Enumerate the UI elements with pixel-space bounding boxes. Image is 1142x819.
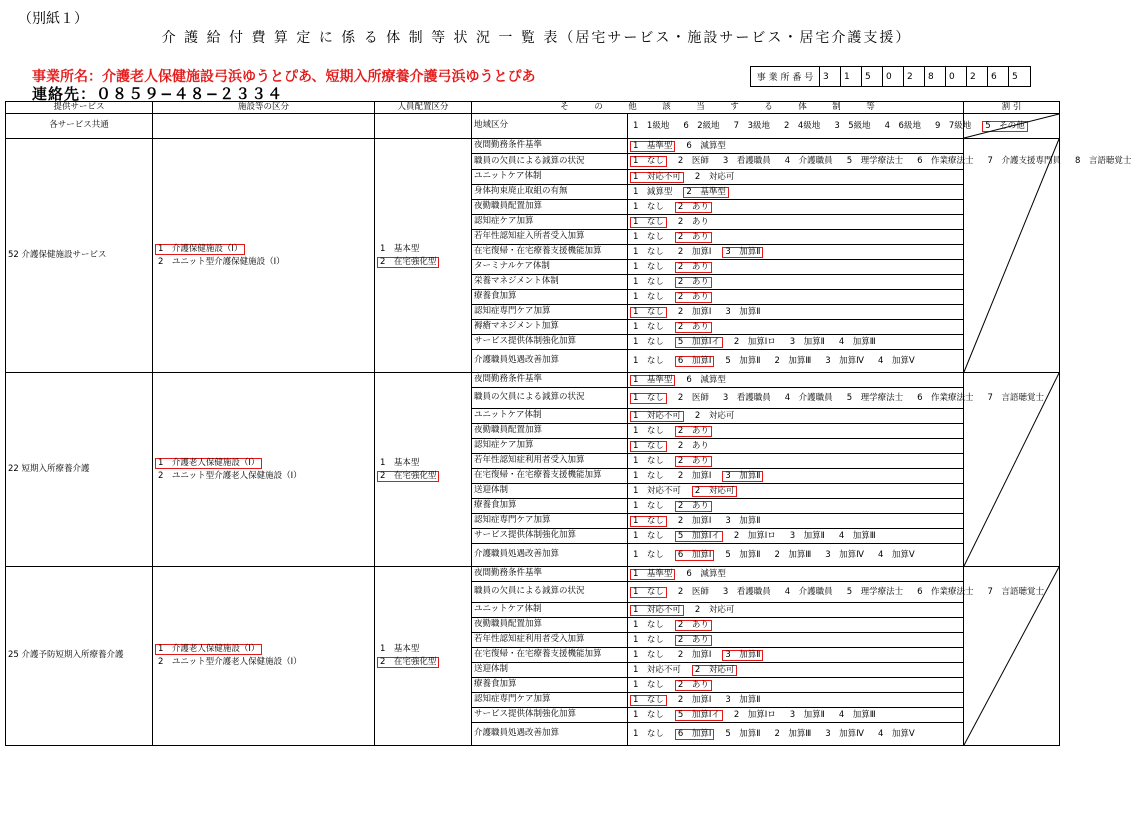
- option: 3 看護職員: [722, 586, 771, 597]
- office-number-digit: 3: [820, 67, 841, 86]
- table-row: [6, 139, 1060, 154]
- item-options: [628, 618, 964, 633]
- option: 4 加算Ⅲ: [838, 530, 876, 541]
- option: 5 理学療法士: [846, 156, 904, 166]
- facility-class: [153, 373, 375, 567]
- item-label: サービス提供体制強化加算: [472, 708, 628, 723]
- option: 1 なし: [633, 276, 664, 287]
- facility-class: [153, 567, 375, 746]
- option: 1 対応不可: [633, 664, 681, 675]
- option: 6 作業療法士: [917, 392, 974, 403]
- option: 5 理学療法士: [846, 392, 904, 403]
- option: 2 加算Ⅰロ: [733, 336, 776, 347]
- option: 1 なし: [633, 619, 664, 630]
- office-number-digit: 6: [988, 67, 1009, 86]
- option: 2 あり: [677, 216, 709, 227]
- selected-option: 1 基準型: [630, 375, 675, 386]
- item-options: [628, 454, 964, 469]
- option: 3 加算Ⅳ: [825, 728, 864, 739]
- item-label: 療養食加算: [472, 678, 628, 693]
- item-options: [628, 260, 964, 275]
- item-options: [628, 170, 964, 185]
- option: 5 加算Ⅱ: [725, 355, 761, 366]
- option: 2 加算Ⅰロ: [733, 709, 776, 720]
- option: 1 なし: [633, 470, 664, 481]
- option: 2 加算Ⅰ: [677, 694, 712, 705]
- table-body: [6, 114, 1132, 746]
- item-label: 在宅復帰・在宅療養支援機能加算: [472, 245, 628, 260]
- empty-cell: [375, 114, 472, 139]
- option: 1 なし: [633, 549, 664, 560]
- selected-option: 2 対応可: [692, 665, 737, 676]
- option: 2 加算Ⅰ: [677, 306, 712, 317]
- item-label: 認知症専門ケア加算: [472, 514, 628, 529]
- header-service: 提供サービス: [6, 102, 153, 114]
- option: 6 減算型: [686, 374, 726, 385]
- option: 1 なし: [633, 500, 664, 511]
- selected-option: 5 加算Ⅰイ: [675, 531, 723, 542]
- item-label: 職員の欠員による減算の状況: [472, 388, 628, 409]
- office-number-digit: 0: [883, 67, 904, 86]
- item-options: [628, 230, 964, 245]
- office-number-label: 事 業 所 番 号: [751, 67, 820, 86]
- option: 5 加算Ⅱ: [725, 549, 761, 560]
- option: 2 加算Ⅲ: [774, 355, 812, 366]
- option: 1 なし: [633, 425, 664, 436]
- option: 1 1級地: [633, 120, 670, 131]
- item-label: ユニットケア体制: [472, 170, 628, 185]
- staff-option: 1 基本型: [380, 457, 420, 468]
- option: 6 2級地: [683, 120, 720, 131]
- option: 4 6級地: [884, 120, 921, 131]
- item-options: [628, 529, 964, 544]
- selected-option: 2 あり: [675, 635, 712, 646]
- item-label: 職員の欠員による減算の状況: [472, 582, 628, 603]
- item-options: [628, 663, 964, 678]
- common-options: [628, 114, 1025, 139]
- selected-option: 2 あり: [675, 322, 712, 333]
- selected-option: 1 なし: [630, 156, 667, 167]
- item-label: サービス提供体制強化加算: [472, 335, 628, 350]
- item-label: 夜勤職員配置加算: [472, 618, 628, 633]
- item-options: [628, 320, 964, 335]
- option: 1 なし: [633, 728, 664, 739]
- item-options: [628, 567, 964, 582]
- selected-option: 3 加算Ⅱ: [722, 650, 763, 661]
- item-label: 認知症ケア加算: [472, 439, 628, 454]
- option: 2 医師: [677, 392, 709, 403]
- page-title: 介 護 給 付 費 算 定 に 係 る 体 制 等 状 況 一 覧 表（居宅サービス・施設サービス・居宅介護支援）: [161, 30, 912, 46]
- staff-option: 2 在宅強化型: [377, 471, 439, 482]
- item-options: [628, 603, 964, 618]
- selected-option: 2 対応可: [692, 486, 737, 497]
- item-options: [628, 484, 964, 499]
- selected-option: 2 あり: [675, 426, 712, 437]
- option: 3 加算Ⅱ: [725, 306, 761, 317]
- header-staff: 人員配置区分: [375, 102, 472, 114]
- item-options: [628, 499, 964, 514]
- item-label: 送迎体制: [472, 484, 628, 499]
- selected-option: 5 加算Ⅰイ: [675, 337, 723, 348]
- option: 2 加算Ⅰ: [677, 515, 712, 526]
- office-number-digit: 8: [925, 67, 946, 86]
- option: 4 加算Ⅴ: [877, 728, 915, 739]
- item-options: [628, 139, 964, 154]
- item-label: 若年性認知症入所者受入加算: [472, 230, 628, 245]
- option: 9 7級地: [934, 120, 972, 131]
- option: 2 あり: [677, 440, 709, 451]
- diagonal-slash: [964, 114, 1059, 138]
- status-table: [5, 101, 1132, 746]
- option: 4 加算Ⅴ: [877, 355, 915, 366]
- option: 1 なし: [633, 355, 664, 366]
- item-options: [628, 335, 964, 350]
- discount-cell: [964, 567, 1060, 746]
- option: 1 なし: [633, 231, 664, 242]
- item-label: 送迎体制: [472, 663, 628, 678]
- item-label: 夜間勤務条件基準: [472, 567, 628, 582]
- item-label: 在宅復帰・在宅療養支援機能加算: [472, 648, 628, 663]
- option: 3 加算Ⅱ: [725, 694, 761, 705]
- selected-option: 2 あり: [675, 262, 712, 273]
- item-label: 若年性認知症利用者受入加算: [472, 454, 628, 469]
- item-options: [628, 185, 964, 200]
- staff-class: [375, 373, 472, 567]
- option: 4 介護職員: [784, 392, 833, 403]
- selected-option: 6 加算Ⅰ: [675, 550, 714, 561]
- option: 3 加算Ⅱ: [725, 515, 761, 526]
- selected-option: 2 あり: [675, 202, 712, 213]
- selected-option: 5 その他: [982, 121, 1027, 132]
- option: 2 医師: [677, 156, 709, 166]
- staff-option: 2 在宅強化型: [377, 657, 439, 668]
- office-number-digit: 1: [841, 67, 862, 86]
- option: 6 減算型: [686, 568, 726, 579]
- empty-cell: [153, 114, 375, 139]
- selected-option: 1 なし: [630, 441, 667, 452]
- selected-option: 5 加算Ⅰイ: [675, 710, 723, 721]
- item-label: 夜間勤務条件基準: [472, 139, 628, 154]
- option: 2 加算Ⅲ: [774, 728, 812, 739]
- service-code: 22: [8, 463, 19, 474]
- option: 1 なし: [633, 321, 664, 332]
- option: 1 減算型: [633, 186, 673, 197]
- selected-option: 2 あり: [675, 232, 712, 243]
- option: 3 加算Ⅳ: [825, 549, 864, 560]
- header-discount: 割 引: [964, 102, 1060, 114]
- common-service: 各サービス共通: [6, 114, 153, 139]
- item-options: [628, 305, 964, 320]
- annex-label: （別紙１）: [18, 11, 88, 27]
- item-options: [628, 723, 964, 746]
- item-label: 栄養マネジメント体制: [472, 275, 628, 290]
- selected-option: 1 対応不可: [630, 172, 684, 183]
- option: 2 加算Ⅲ: [774, 549, 812, 560]
- item-options: [628, 693, 964, 708]
- item-options: [628, 582, 1044, 603]
- table-row: [6, 114, 1060, 139]
- item-options: [628, 388, 1044, 409]
- option: 1 対応不可: [633, 485, 681, 496]
- option: 7 言語聴覚士: [987, 586, 1044, 597]
- option: 1 なし: [633, 261, 664, 272]
- option: 7 介護支援専門員: [987, 156, 1061, 166]
- item-options: [628, 154, 1132, 170]
- option: 4 加算Ⅴ: [877, 549, 915, 560]
- selected-option: 1 なし: [630, 217, 667, 228]
- staff-option: 1 基本型: [380, 644, 420, 654]
- item-label: 若年性認知症利用者受入加算: [472, 633, 628, 648]
- header-facility: 施設等の区分: [153, 102, 375, 114]
- item-options: [628, 469, 964, 484]
- item-options: [628, 245, 964, 260]
- selected-option: 2 あり: [675, 456, 712, 467]
- option: 5 加算Ⅱ: [725, 728, 761, 739]
- selected-option: 6 加算Ⅰ: [675, 729, 714, 740]
- selected-option: 2 あり: [675, 680, 712, 691]
- option: 8 言語聴覚士: [1074, 156, 1132, 166]
- item-options: [628, 633, 964, 648]
- option: 3 看護職員: [722, 156, 771, 166]
- facility-option: 2 ユニット型介護老人保健施設（Ⅰ）: [158, 470, 302, 481]
- item-label: 療養食加算: [472, 499, 628, 514]
- selected-option: 1 対応不可: [630, 411, 684, 422]
- service-label: 短期入所療養介護: [21, 463, 90, 474]
- selected-option: 2 あり: [675, 501, 712, 512]
- option: 7 3級地: [733, 120, 770, 131]
- discount-cell: [964, 139, 1060, 373]
- item-label: 夜勤職員配置加算: [472, 200, 628, 215]
- selected-option: 1 なし: [630, 307, 667, 318]
- selected-option: 2 基準型: [683, 187, 728, 198]
- facility-option: 2 ユニット型介護老人保健施設（Ⅰ）: [158, 657, 302, 667]
- selected-option: 1 なし: [630, 516, 667, 527]
- diagonal-slash: [964, 373, 1059, 566]
- diagonal-slash: [964, 139, 1059, 372]
- staff-option: 1 基本型: [380, 243, 420, 254]
- staff-class: [375, 139, 472, 373]
- item-label: 職員の欠員による減算の状況: [472, 154, 628, 170]
- selected-option: 1 なし: [630, 587, 667, 598]
- option: 4 加算Ⅲ: [838, 336, 876, 347]
- service-name: [6, 139, 153, 373]
- option: 1 なし: [633, 336, 664, 347]
- item-options: [628, 290, 964, 305]
- item-label: 認知症専門ケア加算: [472, 305, 628, 320]
- item-options: [628, 350, 964, 373]
- option: 2 加算Ⅰ: [677, 246, 712, 257]
- option: 1 なし: [633, 709, 664, 720]
- selected-option: 1 対応不可: [630, 605, 684, 616]
- item-options: [628, 200, 964, 215]
- item-options: [628, 544, 964, 567]
- diagonal-slash: [964, 567, 1059, 745]
- item-label: 夜勤職員配置加算: [472, 424, 628, 439]
- facility-option: 2 ユニット型介護保健施設（Ⅰ）: [158, 256, 285, 267]
- option: 2 加算Ⅰ: [677, 470, 712, 481]
- option: 1 なし: [633, 246, 664, 257]
- contact-phone: 連絡先：０８５９−４８−２３３４: [32, 85, 284, 103]
- item-label: 介護職員処遇改善加算: [472, 544, 628, 567]
- item-options: [628, 708, 964, 723]
- item-options: [628, 215, 964, 230]
- option: 6 作業療法士: [917, 586, 974, 597]
- option: 3 加算Ⅱ: [789, 336, 825, 347]
- option: 4 介護職員: [784, 156, 833, 166]
- facility-class: [153, 139, 375, 373]
- office-number-digit: 0: [946, 67, 967, 86]
- option: 2 対応可: [694, 604, 735, 615]
- staff-class: [375, 567, 472, 746]
- service-code: 25: [8, 650, 19, 661]
- office-number-digit: 2: [967, 67, 988, 86]
- option: 3 看護職員: [722, 392, 771, 403]
- item-label: ターミナルケア体制: [472, 260, 628, 275]
- service-label: 介護保健施設サービス: [21, 249, 107, 260]
- item-label: ユニットケア体制: [472, 603, 628, 618]
- table-row: [6, 567, 1060, 582]
- item-label: 在宅復帰・在宅療養支援機能加算: [472, 469, 628, 484]
- service-code: 52: [8, 249, 19, 260]
- item-label: 療養食加算: [472, 290, 628, 305]
- option: 2 対応可: [694, 171, 735, 182]
- item-options: [628, 678, 964, 693]
- option: 5 理学療法士: [846, 586, 904, 597]
- item-label: 褥瘡マネジメント加算: [472, 320, 628, 335]
- option: 1 なし: [633, 649, 664, 660]
- option: 3 加算Ⅱ: [789, 530, 825, 541]
- common-item: 地域区分: [472, 114, 628, 139]
- staff-option: 2 在宅強化型: [377, 257, 439, 268]
- item-options: [628, 275, 964, 290]
- selected-option: 1 基準型: [630, 141, 675, 152]
- option: 1 なし: [633, 530, 664, 541]
- item-label: 夜間勤務条件基準: [472, 373, 628, 388]
- option: 4 介護職員: [784, 586, 833, 597]
- item-options: [628, 439, 964, 454]
- item-label: 認知症ケア加算: [472, 215, 628, 230]
- selected-option: 2 あり: [675, 620, 712, 631]
- option: 1 なし: [633, 291, 664, 302]
- office-name: 事業所名：介護老人保健施設弓浜ゆうとぴあ、短期入所療養介護弓浜ゆうとぴあ: [32, 69, 536, 85]
- discount-cell: [964, 373, 1060, 567]
- option: 6 作業療法士: [917, 156, 974, 166]
- item-options: [628, 373, 964, 388]
- service-label: 介護予防短期入所療養介護: [21, 650, 124, 661]
- selected-option: 1 基準型: [630, 569, 675, 580]
- office-number-box: [750, 66, 1031, 87]
- item-options: [628, 648, 964, 663]
- option: 3 5級地: [834, 120, 871, 131]
- option: 6 減算型: [686, 140, 726, 151]
- option: 7 言語聴覚士: [987, 392, 1044, 403]
- item-options: [628, 409, 964, 424]
- item-options: [628, 424, 964, 439]
- option: 2 4級地: [783, 120, 821, 131]
- facility-option: 1 介護老人保健施設（Ⅰ）: [155, 458, 262, 469]
- discount-cell: [964, 114, 1060, 139]
- item-label: ユニットケア体制: [472, 409, 628, 424]
- option: 1 なし: [633, 634, 664, 645]
- item-label: 認知症専門ケア加算: [472, 693, 628, 708]
- option: 1 なし: [633, 679, 664, 690]
- item-label: 身体拘束廃止取組の有無: [472, 185, 628, 200]
- option: 3 加算Ⅳ: [825, 355, 864, 366]
- office-number-digit: 2: [904, 67, 925, 86]
- selected-option: 3 加算Ⅱ: [722, 247, 763, 258]
- item-label: 介護職員処遇改善加算: [472, 350, 628, 373]
- option: 2 医師: [677, 586, 709, 597]
- option: 3 加算Ⅱ: [789, 709, 825, 720]
- selected-option: 2 あり: [675, 277, 712, 288]
- item-label: 介護職員処遇改善加算: [472, 723, 628, 746]
- selected-option: 2 あり: [675, 292, 712, 303]
- office-number-digit: 5: [862, 67, 883, 86]
- office-number-digit: 5: [1012, 71, 1018, 82]
- option: 2 対応可: [694, 410, 735, 421]
- header-row: [6, 102, 1060, 114]
- option: 2 加算Ⅰロ: [733, 530, 776, 541]
- table-row: [6, 373, 1060, 388]
- option: 1 なし: [633, 201, 664, 212]
- selected-option: 1 なし: [630, 393, 667, 404]
- option: 1 なし: [633, 455, 664, 466]
- service-name: [6, 373, 153, 567]
- option: 4 加算Ⅲ: [838, 709, 876, 720]
- option: 2 加算Ⅰ: [677, 649, 712, 660]
- header-other: そ の 他 該 当 す る 体 制 等: [472, 102, 964, 114]
- service-name: [6, 567, 153, 746]
- facility-option: 1 介護保健施設（Ⅰ）: [155, 244, 245, 255]
- selected-option: 1 なし: [630, 695, 667, 706]
- item-label: サービス提供体制強化加算: [472, 529, 628, 544]
- selected-option: 3 加算Ⅱ: [722, 471, 763, 482]
- facility-option: 1 介護老人保健施設（Ⅰ）: [155, 644, 262, 655]
- item-options: [628, 514, 964, 529]
- selected-option: 6 加算Ⅰ: [675, 356, 714, 367]
